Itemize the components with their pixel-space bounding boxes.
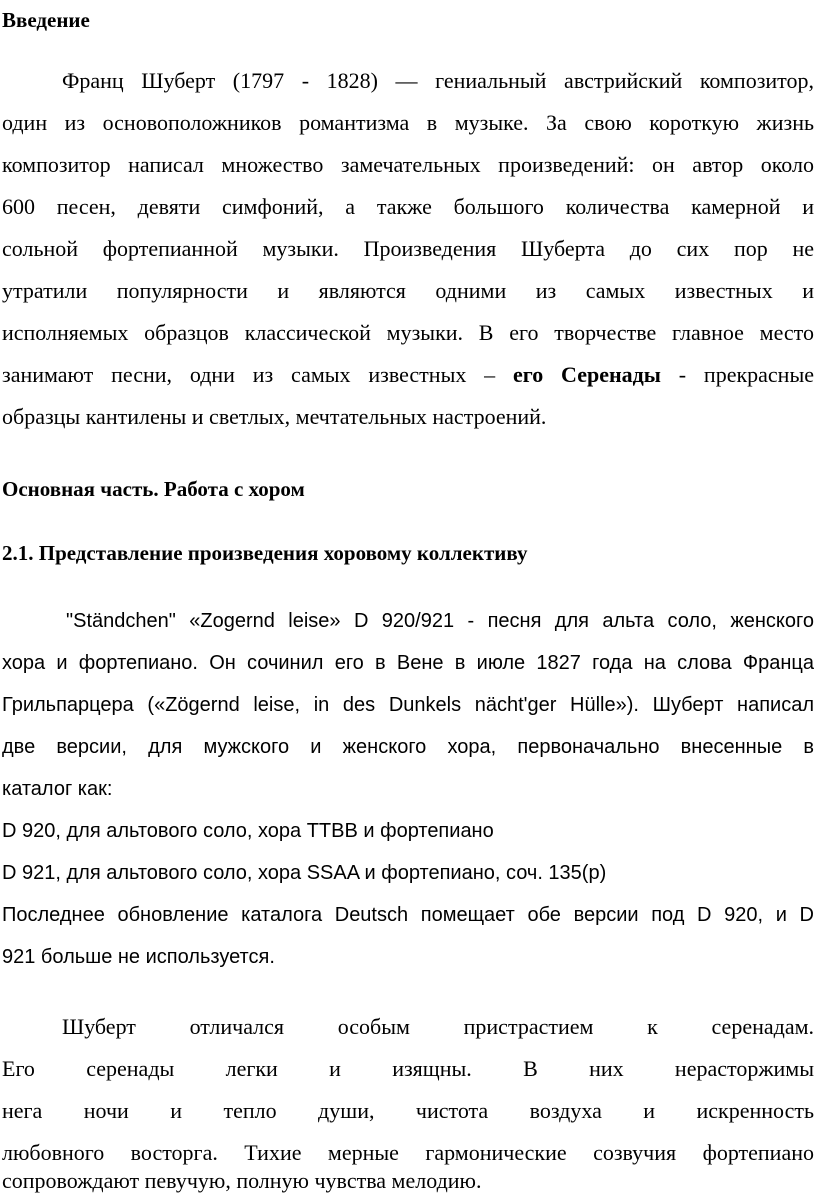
intro-line-9: образцы кантилены и светлых, мечтательных настроений. [2,404,547,429]
catalog-update-line-2: 921 больше не используется. [2,946,275,968]
intro-line-8-start: занимают песни, одни из самых известных – [2,362,496,387]
catalog-d921-line: D 921, для альтового соло, хора SSAA и фортепиано, соч. 135(р) [2,862,607,884]
section-p1-line-5: каталог как: [2,778,113,800]
heading-section-2-1: 2.1. Представление произведения хоровому коллективу [2,541,528,565]
section-p1-line-1-rest: «Zogernd leise» D 920/921 - песня для альта соло, женского [189,610,815,632]
intro-line-5: сольной фортепианной музыки. Произведения Шуберта до сих пор не [2,236,814,261]
catalog-update-line-1: Последнее обновление каталога Deutsch помещает обе версии под D 920, и D [2,904,814,926]
intro-line-3: композитор написал множество замечательных произведений: он автор около [2,152,814,177]
section-p2-line-4: любовного восторга. Тихие мерные гармонические созвучия фортепиано [2,1140,814,1165]
intro-line-8-end: - прекрасные [678,362,815,387]
section-p2-line-2: Его серенады легки и изящны. В них нерасторжимы [2,1056,814,1081]
section-p1-line-1 [66,606,814,636]
intro-line-7: исполняемых образцов классической музыки. В его творчестве главное место [2,320,814,345]
song-title: "Ständchen" [66,610,176,632]
heading-introduction: Введение [2,8,90,32]
intro-line-1: Франц Шуберт (1797 - 1828) — гениальный австрийский композитор, [62,68,814,93]
section-p1-line-3: Грильпарцера («Zögernd leise, in des Dunkels nächt'ger Hülle»). Шуберт написал [2,694,814,716]
section-p1-line-2: хора и фортепиано. Он сочинил его в Вене в июле 1827 года на слова Франца [2,652,814,674]
section-p2-line-5: сопровождают певучую, полную чувства мелодию. [2,1168,482,1193]
serenades-bold-text: его Серенады [513,362,661,387]
catalog-d920-line: D 920, для альтового соло, хора TTBB и фортепиано [2,820,494,842]
section-p1-line-4: две версии, для мужского и женского хора, первоначально внесенные в [2,736,814,758]
intro-line-4: 600 песен, девяти симфоний, а также большого количества камерной и [2,194,814,219]
section-p2-line-1: Шуберт отличался особым пристрастием к серенадам. [62,1014,814,1039]
section-p2-line-3: нега ночи и тепло души, чистота воздуха и искренность [2,1098,814,1123]
heading-main-part: Основная часть. Работа с хором [2,477,305,501]
intro-line-6: утратили популярности и являются одними из самых известных и [2,278,814,303]
intro-line-2: один из основоположников романтизма в музыке. За свою короткую жизнь [2,110,814,135]
intro-line-8 [2,360,814,390]
